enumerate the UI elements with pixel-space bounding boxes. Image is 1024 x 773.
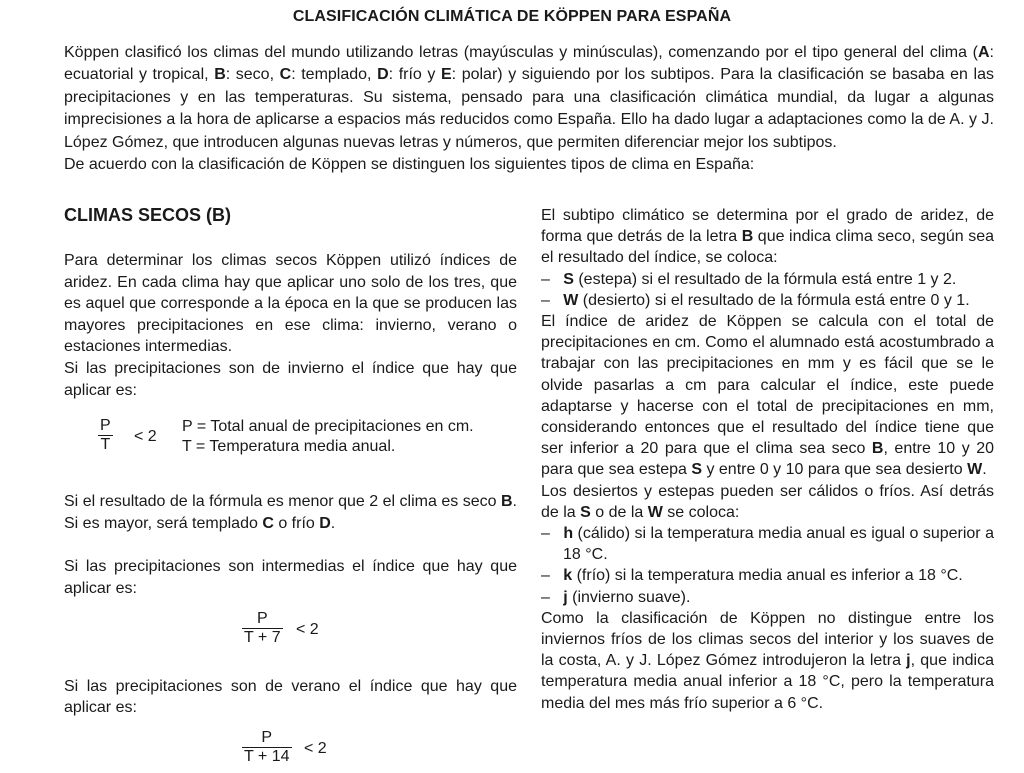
formula-relation: < 2 — [304, 739, 327, 757]
list-item-desert: – W (desierto) si el resultado de la fórmula está entre 0 y 1. — [541, 291, 970, 309]
legend-p: P = Total anual de precipitaciones en cm. — [182, 418, 474, 436]
lopez-gomez-paragraph: Como la clasificación de Köppen no distingue entre los inviernos fríos de los climas secos del interior y los suaves de la costa, A. y J. López Gómez introdujeron la letra j, que indica temperatura media anual inferior a 18 °C, pero la temperatura media del mes más frío superior a 6 °C. — [541, 609, 994, 712]
intro-lead-in: De acuerdo con la clasificación de Köppen se distinguen los siguientes tipos de clima en España: — [64, 156, 755, 174]
list-item-cold: – k (frío) si la temperatura media anual es inferior a 18 °C. — [541, 567, 963, 585]
list-item-hot: – h (cálido) si la temperatura media anual es igual o superior a 18 °C. — [541, 525, 995, 564]
hot-cold-paragraph: Los desiertos y estepas pueden ser cálidos o fríos. Así detrás de la S o de la W se coloca: — [541, 482, 994, 521]
aridity-intro-paragraph: Para determinar los climas secos Köppen utilizó índices de aridez. En cada clima hay que aplicar uno solo de los tres, que es aquel que corresponde a la época en la que se producen las mayores precipitaciones en ese clima: invierno, verano o estaciones intermedias. — [64, 252, 517, 356]
result-paragraph: Si el resultado de la fórmula es menor que 2 el clima es seco B. Si es mayor, será templado C o frío D. — [64, 493, 517, 532]
page-title: CLASIFICACIÓN CLIMÁTICA DE KÖPPEN PARA ESPAÑA — [292, 8, 732, 25]
summer-index-paragraph: Si las precipitaciones son de verano el índice que hay que aplicar es: — [64, 677, 517, 717]
intermediate-index-paragraph: Si las precipitaciones son intermedias el índice que hay que aplicar es: — [64, 558, 517, 597]
fraction-denominator: T + 7 — [244, 628, 281, 646]
list-item-steppe: – S (estepa) si el resultado de la fórmula está entre 1 y 2. — [541, 270, 957, 288]
left-column — [64, 204, 517, 773]
intermediate-fraction — [242, 610, 283, 647]
winter-fraction — [98, 417, 113, 454]
fraction-numerator: P — [242, 610, 283, 629]
formula-relation: < 2 — [296, 620, 319, 638]
intro-paragraph: Köppen clasificó los climas del mundo utilizando letras (mayúsculas y minúsculas), comenzando por el tipo general del clima (A: ecuatorial y tropical, B: seco, C: templado, D: frío y E: polar) y siguiendo por los subtipos. Para la clasificación se basaba en las precipitaciones y en las temperaturas. Su sistema, pensado para una clasificación climática mundial, da lugar a algunas imprecisiones a la hora de aplicarse a espacios más reducidos como España. Ello ha dado lugar a adaptaciones como la de A. y J. López Gómez, que introducen algunas nuevas letras y números, que permiten diferenciar mejor los subtipos. — [64, 44, 995, 151]
subtype-paragraph: El subtipo climático se determina por el grado de aridez, de forma que detrás de la letra B que indica clima seco, según sea el resultado del índice, se coloca: — [541, 207, 995, 267]
summer-fraction — [242, 729, 292, 766]
fraction-denominator: T + 14 — [244, 747, 290, 765]
formula-relation: < 2 — [134, 428, 157, 446]
legend-t: T = Temperatura media anual. — [182, 438, 396, 456]
intermediate-formula — [64, 610, 517, 654]
formula-legend — [182, 417, 474, 457]
section-heading: CLIMAS SECOS (B) — [64, 205, 232, 225]
winter-index-paragraph: Si las precipitaciones son de invierno el índice que hay que aplicar es: — [64, 359, 517, 399]
intro-section — [64, 42, 994, 176]
list-item-mild-winter: – j (invierno suave). — [541, 588, 691, 606]
fraction-numerator: P — [242, 729, 292, 748]
fraction-numerator: P — [100, 417, 111, 435]
fraction-denominator: T — [100, 436, 111, 454]
mm-adaptation-paragraph: El índice de aridez de Köppen se calcula con el total de precipitaciones en cm. Como el alumnado está acostumbrado a trabajar con las precipitaciones en mm y es fácil que se le olvide pasarlas a cm para calcular el índice, este puede adaptarse y hacerse con el total de precipitaciones en mm, considerando entonces que el resultado del índice tiene que ser inferior a 20 para que el clima sea seco B, entre 10 y 20 para que sea estepa S y entre 0 y 10 para que sea desierto W. — [541, 313, 994, 479]
right-column — [541, 205, 994, 714]
winter-formula — [64, 417, 517, 475]
summer-formula — [64, 729, 517, 773]
